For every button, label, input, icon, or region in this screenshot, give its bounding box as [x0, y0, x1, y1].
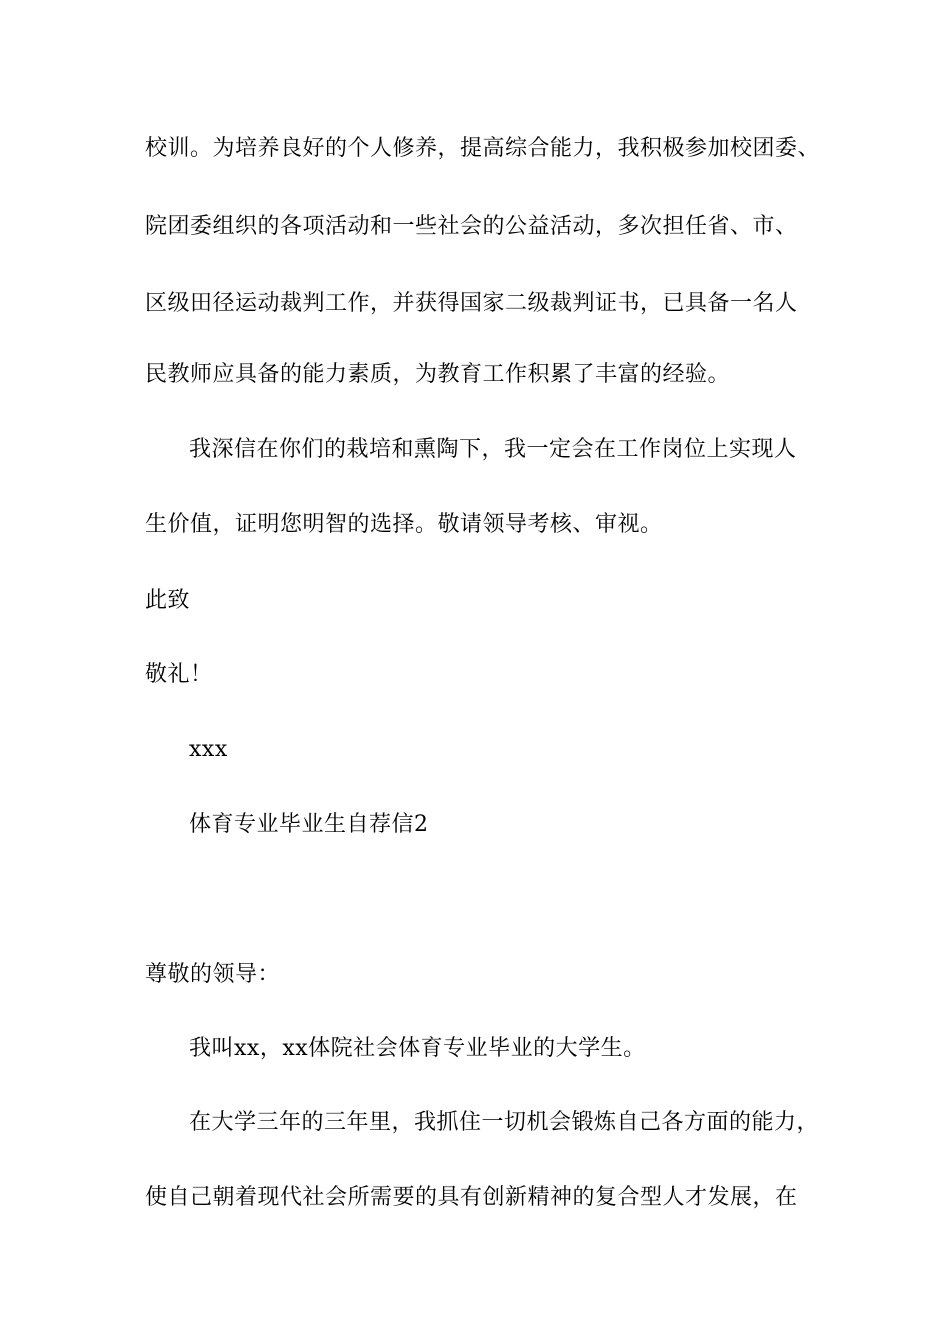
paragraph2-line1: 我深信在你们的栽培和熏陶下，我一定会在工作岗位上实现人 [189, 437, 797, 462]
salutation: 尊敬的领导： [145, 962, 281, 987]
paragraph2-line2: 生价值，证明您明智的选择。敬请领导考核、审视。 [145, 512, 663, 537]
signature: xxx [189, 737, 228, 762]
paragraph1-line1: 校训。为培养良好的个人修养，提高综合能力，我积极参加校团委、 [145, 136, 821, 161]
paragraph1-line4: 民教师应具备的能力素质，为教育工作积累了丰富的经验。 [145, 362, 731, 387]
closing-line1: 此致 [145, 588, 191, 613]
paragraph4-line2: 使自己朝着现代社会所需要的具有创新精神的复合型人才发展，在 [145, 1185, 798, 1210]
paragraph3: 我叫xx，xx体院社会体育专业毕业的大学生。 [189, 1036, 646, 1061]
paragraph4-line1: 在大学三年的三年里，我抓住一切机会锻炼自己各方面的能力， [189, 1110, 820, 1135]
second-letter-title: 体育专业毕业生自荐信2 [189, 812, 429, 837]
paragraph1-line3: 区级田径运动裁判工作，并获得国家二级裁判证书，已具备一名人 [145, 291, 798, 316]
paragraph1-line2: 院团委组织的各项活动和一些社会的公益活动，多次担任省、市、 [145, 214, 798, 239]
closing-line2: 敬礼！ [145, 662, 213, 687]
